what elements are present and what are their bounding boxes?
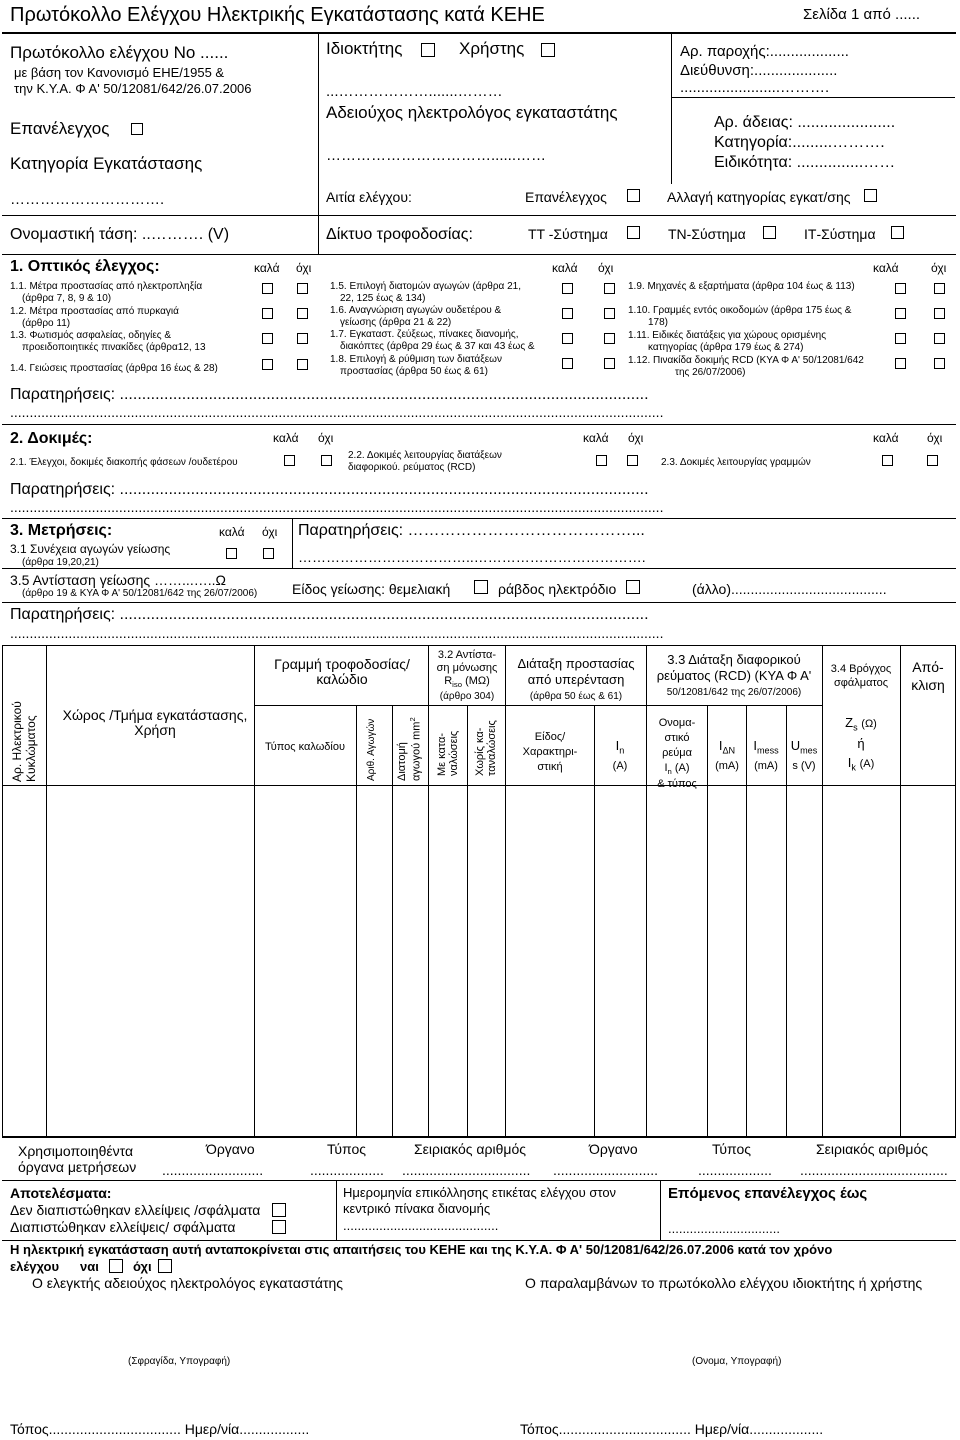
- table-col-line: [428, 645, 429, 1137]
- item-2-2-no-checkbox[interactable]: [627, 455, 638, 466]
- recheck-checkbox[interactable]: [131, 123, 143, 135]
- item-3-1-no-checkbox[interactable]: [263, 548, 274, 559]
- no-defects-checkbox[interactable]: [272, 1203, 286, 1217]
- deviation-header: Από- κλιση: [911, 659, 945, 694]
- reason-recheck: Επανέλεγχος: [525, 189, 607, 205]
- nominal-voltage: Ονομαστική τάση: ..………. (V): [10, 226, 230, 243]
- item-1-2-no-checkbox[interactable]: [297, 308, 308, 319]
- no-header: όχι: [927, 431, 943, 445]
- owner-dots: ...……………….......………: [326, 83, 503, 100]
- supply-line-header: Γραμμή τροφοδοσίας/ καλώδιο: [274, 656, 410, 688]
- with-consumers-header: Με κατα- ναλώσεις: [436, 730, 460, 776]
- no-header: όχι: [931, 261, 947, 275]
- instrument-2-value: ...........................: [553, 1162, 659, 1178]
- ground-resistance-ref: (άρθρο 19 & ΚΥΑ Φ Α' 50/12081/642 της 26/07/2006): [22, 588, 258, 599]
- item-1-7: 1.7. Εγκαταστ. ζεύξεως, πίνακες διανομής,: [330, 329, 519, 340]
- ground-rod-checkbox[interactable]: [626, 580, 640, 594]
- item-1-8: 1.8. Επιλογή & ρύθμιση των διατάξεων: [330, 354, 502, 365]
- divider: [671, 34, 672, 184]
- reason-change-checkbox[interactable]: [864, 189, 877, 202]
- table-col-line: [505, 645, 506, 1137]
- item-2-3: 2.3. Δοκιμές λειτουργίας γραμμών: [661, 457, 811, 468]
- type-1-value: ...................: [310, 1162, 384, 1178]
- no-header: όχι: [296, 261, 312, 275]
- divider: [2, 568, 956, 569]
- item-1-11-no-checkbox[interactable]: [934, 333, 945, 344]
- type-col: Τύπος: [712, 1141, 751, 1157]
- electrician-dots: ……………………………......……: [326, 147, 547, 164]
- reason-label: Αιτία ελέγχου:: [326, 189, 412, 205]
- tt-checkbox[interactable]: [627, 226, 640, 239]
- ground-other: (άλλο)........................................: [692, 581, 887, 597]
- circuit-number-header: Αρ. Ηλεκτρικού Κυκλώματος: [10, 701, 38, 782]
- instruments-label-1: Χρησιμοποιηθέντα: [18, 1143, 134, 1159]
- receiver-place-date: Τόπος.................................. Ημερ/νία...................: [520, 1421, 824, 1437]
- table-col-line: [900, 645, 901, 1137]
- ground-resistance: 3.5 Αντίσταση γείωσης ……...…..Ω: [10, 572, 226, 588]
- defects-checkbox[interactable]: [272, 1220, 286, 1234]
- reason-change: Αλλαγή κατηγορίας εγκατ/σης: [667, 189, 851, 205]
- good-header: καλά: [254, 261, 280, 275]
- compliance-yes-checkbox[interactable]: [109, 1259, 123, 1273]
- item-1-1: 1.1. Μέτρα προστασίας από ηλεκτροπληξία: [10, 281, 203, 292]
- label-date-line-1: Ημερομηνία επικόλλησης ετικέτας ελέγχου στον: [343, 1185, 617, 1200]
- item-2-1-no-checkbox[interactable]: [321, 455, 332, 466]
- item-1-7-good-checkbox[interactable]: [562, 333, 573, 344]
- license-number: Αρ. άδειας: ......................: [714, 114, 896, 131]
- divider: [318, 34, 319, 254]
- divider: [660, 1180, 661, 1240]
- compliance-statement: Η ηλεκτρική εγκατάσταση αυτή ανταποκρίνεται στις απαιτήσεις του ΚΕΗΕ και της Κ.Υ.Α. Φ Α' 50/12081/642/26.07.2006 κατά τον χρόνο: [10, 1242, 833, 1257]
- cable-type-header: Τύπος καλωδίου: [264, 741, 346, 753]
- tests-remarks-line: ........................................................................................................................................................................: [10, 499, 664, 515]
- item-3-1-ref: (άρθρα 19,20,21): [22, 557, 99, 568]
- item-1-10-no-checkbox[interactable]: [934, 308, 945, 319]
- no-header: όχι: [628, 431, 644, 445]
- conductors-header: Αριθ. Αγωγών: [366, 718, 377, 781]
- imess-header: $I_{mess}$ (mA): [753, 738, 779, 772]
- item-1-6-no-checkbox[interactable]: [604, 308, 615, 319]
- item-1-10-good-checkbox[interactable]: [895, 308, 906, 319]
- divider: [2, 254, 956, 255]
- item-2-2-ref: διαφορικού. ρεύματος (RCD): [348, 462, 476, 473]
- item-2-2: 2.2. Δοκιμές λειτουργίας διατάξεων: [348, 450, 502, 461]
- table-col-line: [467, 705, 468, 1137]
- item-1-5-no-checkbox[interactable]: [604, 283, 615, 294]
- tests-title: 2. Δοκιμές:: [10, 430, 93, 447]
- it-checkbox[interactable]: [891, 226, 904, 239]
- item-1-7-ref: διακόπτες (άρθρα 29 έως & 37 και 43 έως &: [340, 341, 535, 352]
- item-1-5-good-checkbox[interactable]: [562, 283, 573, 294]
- divider: [292, 518, 293, 568]
- overcurrent-header: Διάταξη προστασίας από υπερένταση (άρθρα 50 έως & 61): [517, 656, 635, 703]
- visual-remarks-line: ........................................................................................................................................................................: [10, 404, 664, 420]
- tn-checkbox[interactable]: [763, 226, 776, 239]
- good-header: καλά: [873, 431, 899, 445]
- item-1-8-ref: προστασίας (άρθρα 50 έως & 61): [340, 366, 488, 377]
- recheck-label: Επανέλεγχος: [10, 119, 110, 138]
- electrician-label: Αδειούχος ηλεκτρολόγος εγκαταστάτης: [326, 103, 618, 122]
- item-1-8-no-checkbox[interactable]: [604, 358, 615, 369]
- table-subheader-line: [428, 705, 505, 706]
- user-label: Χρήστης: [459, 39, 525, 58]
- category-label: Κατηγορία Εγκατάστασης: [10, 154, 203, 173]
- divider: [671, 97, 955, 98]
- results-title: Αποτελέσματα:: [10, 1185, 112, 1201]
- divider: [2, 215, 956, 216]
- item-1-3: 1.3. Φωτισμός ασφαλείας, οδηγίες &: [10, 330, 172, 341]
- loop-header: 3.4 Βρόγχος σφάλματος: [830, 663, 892, 690]
- insulation-header: 3.2 Αντίστα- ση μόνωσης $R_{iso}$ (ΜΩ) (άρθρο 304): [436, 649, 498, 702]
- next-recheck-dots: ...............................: [668, 1221, 780, 1236]
- item-1-3-good-checkbox[interactable]: [262, 333, 273, 344]
- table-col-line: [46, 645, 47, 1137]
- instrument-1-value: ..........................: [162, 1162, 264, 1178]
- item-1-5-ref: 22, 125 έως & 134): [340, 293, 426, 304]
- instrument-col: Όργανο: [206, 1141, 255, 1157]
- item-1-11-ref: κατηγορίας (άρθρα 179 έως & 274): [648, 342, 804, 353]
- good-header: καλά: [583, 431, 609, 445]
- item-2-3-no-checkbox[interactable]: [927, 455, 938, 466]
- item-1-7-no-checkbox[interactable]: [604, 333, 615, 344]
- type-2-value: ...................: [698, 1162, 772, 1178]
- divider: [336, 1180, 337, 1240]
- item-1-2: 1.2. Μέτρα προστασίας από πυρκαγιά: [10, 306, 179, 317]
- table-col-line: [594, 705, 595, 1137]
- page-title: Πρωτόκολλο Ελέγχου Ηλεκτρικής Εγκατάστασης κατά ΚΕΗΕ: [10, 4, 545, 26]
- tt-label: ΤΤ -Σύστημα: [528, 226, 608, 242]
- item-1-2-good-checkbox[interactable]: [262, 308, 273, 319]
- category-dots: ………………………….: [10, 191, 165, 208]
- item-1-12-good-checkbox[interactable]: [895, 358, 906, 369]
- address: Διεύθυνση:....................: [680, 62, 838, 79]
- tests-remarks: Παρατηρήσεις: .......................................................................................................................: [10, 481, 649, 498]
- table-subheader-line: [254, 705, 428, 706]
- address-dots: ........................……….: [680, 79, 830, 96]
- measurements-title: 3. Μετρήσεις:: [10, 522, 113, 539]
- item-1-1-ref: (άρθρα 7, 8, 9 & 10): [22, 293, 112, 304]
- item-1-4-no-checkbox[interactable]: [297, 359, 308, 370]
- item-1-4-good-checkbox[interactable]: [262, 359, 273, 370]
- receiver-signature-note: (Ονομα, Υπογραφή): [692, 1356, 782, 1367]
- header-rule: [2, 32, 956, 34]
- table-subheader-line: [505, 705, 646, 706]
- good-header: καλά: [552, 261, 578, 275]
- item-3-1-good-checkbox[interactable]: [226, 548, 237, 559]
- protocol-number: Πρωτόκολλο ελέγχου Νο ......: [10, 43, 229, 62]
- no-defects-label: Δεν διαπιστώθηκαν ελλείψεις /σφάλματα: [10, 1202, 261, 1218]
- umes-header: $U_{mes}$ s (V): [790, 738, 818, 772]
- no-header: όχι: [598, 261, 614, 275]
- item-1-2-ref: (άρθρο 11): [22, 318, 71, 329]
- reason-recheck-checkbox[interactable]: [627, 189, 640, 202]
- table-col-line: [392, 705, 393, 1137]
- no-label: όχι: [133, 1259, 152, 1274]
- divider: [2, 424, 956, 425]
- next-recheck-label: Επόμενος επανέλεγχος έως: [668, 1185, 868, 1202]
- item-2-1-good-checkbox[interactable]: [284, 455, 295, 466]
- check-label: ελέγχου: [10, 1259, 60, 1274]
- instruments-label-2: όργανα μετρήσεων: [18, 1159, 137, 1175]
- kind-header: Είδος/ Χαρακτηρι- στική: [522, 731, 578, 773]
- visual-check-title: 1. Οπτικός έλεγχος:: [10, 258, 160, 275]
- owner-label: Ιδιοκτήτης: [326, 39, 403, 58]
- protocol-basis-2: την Κ.Υ.Α. Φ Α' 50/12081/642/26.07.2006: [14, 81, 252, 96]
- without-consumers-header: Χωρίς κα- ταναλώσεις: [474, 720, 498, 776]
- page-number: Σελίδα 1 από ......: [803, 6, 921, 23]
- item-1-10-ref: 178): [648, 317, 669, 328]
- good-header: καλά: [273, 431, 299, 445]
- inspector-stamp-note: (Σφραγίδα, Υπογραφή): [128, 1356, 231, 1367]
- specialty: Ειδικότητα: ...............……: [714, 154, 896, 171]
- label-date-line-2: κεντρικό πίνακα διανομής: [343, 1201, 491, 1216]
- table-header-bottom: [2, 785, 956, 786]
- item-1-6-good-checkbox[interactable]: [562, 308, 573, 319]
- divider: [2, 602, 956, 603]
- measurements-remarks-line-2: ........................................................................................................................................................................: [10, 625, 664, 641]
- ground-rod: ράβδος ηλεκτρόδιο: [498, 581, 617, 597]
- divider: [2, 1240, 956, 1241]
- measurements-remarks-line: ………………………………..……………………………….: [298, 549, 646, 565]
- item-1-12-ref: της 26/07/2006): [675, 367, 746, 378]
- item-1-9: 1.9. Μηχανές & εξαρτήματα (άρθρα 104 έως & 113): [628, 281, 855, 292]
- item-1-8-good-checkbox[interactable]: [562, 358, 573, 369]
- table-col-line: [646, 645, 647, 1137]
- in-header: $I_n$ (A): [612, 738, 628, 772]
- protocol-basis-1: με βάση τον Κανονισμό ΕΗΕ/1955 &: [14, 65, 225, 80]
- table-col-line: [356, 705, 357, 1137]
- serial-col: Σειριακός αριθμός: [414, 1141, 526, 1157]
- item-2-2-good-checkbox[interactable]: [596, 455, 607, 466]
- idn-header: $I_{\Delta N}$ (mA): [715, 738, 739, 772]
- measurements-remarks-2: Παρατηρήσεις: .......................................................................................................................: [10, 606, 649, 623]
- item-1-3-ref: προειδοποιητικές πινακίδες (άρθρα12, 13: [22, 342, 206, 353]
- space-header: Χώρος /Τμήμα εγκατάστασης, Χρήση: [62, 707, 248, 739]
- item-2-3-good-checkbox[interactable]: [882, 455, 893, 466]
- item-2-1: 2.1. Έλεγχοι, δοκιμές διακοπής φάσεων /ουδετέρου: [10, 457, 238, 468]
- no-header: όχι: [318, 431, 334, 445]
- serial-col: Σειριακός αριθμός: [816, 1141, 928, 1157]
- tn-label: ΤΝ-Σύστημα: [668, 226, 746, 242]
- item-1-5: 1.5. Επιλογή διατομών αγωγών (άρθρα 21,: [330, 281, 521, 292]
- receiver-label: Ο παραλαμβάνων το πρωτόκολλο ελέγχου ιδιοκτήτης ή χρήστης: [525, 1275, 923, 1291]
- measurements-remarks: Παρατηρήσεις: ……………………………………...: [298, 522, 645, 539]
- item-1-10: 1.10. Γραμμές εντός οικοδομών (άρθρα 175 έως &: [628, 305, 852, 316]
- type-col: Τύπος: [327, 1141, 366, 1157]
- table-col-line: [822, 645, 823, 1137]
- compliance-no-checkbox[interactable]: [158, 1259, 172, 1273]
- item-1-12-no-checkbox[interactable]: [934, 358, 945, 369]
- supply-number: Αρ. παροχής:...................: [680, 43, 849, 60]
- item-1-9-good-checkbox[interactable]: [895, 283, 906, 294]
- item-1-12: 1.12. Πινακίδα δοκιμής RCD (ΚΥΑ Φ Α' 50/12081/642: [628, 355, 864, 366]
- inspector-place-date: Τόπος.................................. Ημερ/νία..................: [10, 1421, 310, 1437]
- divider: [2, 518, 956, 519]
- owner-checkbox[interactable]: [421, 43, 435, 57]
- inspector-label: Ο ελεγκτής αδειούχος ηλεκτρολόγος εγκαταστάτης: [32, 1275, 344, 1291]
- zs-header: $Z_s$ (Ω) ή $I_k$ (A): [845, 715, 877, 773]
- item-1-9-no-checkbox[interactable]: [934, 283, 945, 294]
- license-category: Κατηγορία:.........……….: [714, 134, 885, 151]
- user-checkbox[interactable]: [541, 43, 555, 57]
- serial-1-value: .................................: [402, 1162, 531, 1178]
- item-3-1: 3.1 Συνέχεια αγωγών γείωσης: [10, 542, 171, 556]
- item-1-11: 1.11. Ειδικές διατάξεις για χώρους ορισμένης: [628, 330, 827, 341]
- ground-foundation-checkbox[interactable]: [474, 580, 488, 594]
- item-1-11-good-checkbox[interactable]: [895, 333, 906, 344]
- item-1-1-no-checkbox[interactable]: [297, 283, 308, 294]
- rated-current-header: Ονομα- στικό ρεύμα $I_n$ (A) & τύπος: [657, 717, 697, 791]
- label-date-dots: ...........................................: [343, 1218, 499, 1233]
- divider: [2, 1180, 956, 1181]
- network-label: Δίκτυο τροφοδοσίας:: [326, 226, 473, 243]
- item-1-6-ref: γείωσης (άρθρα 21 & 22): [340, 317, 452, 328]
- item-1-4: 1.4. Γειώσεις προστασίας (άρθρα 16 έως & 28): [10, 363, 218, 374]
- table-subheader-line: [646, 705, 822, 706]
- item-1-6: 1.6. Αναγνώριση αγωγών ουδετέρου &: [330, 305, 502, 316]
- visual-remarks: Παρατηρήσεις: .......................................................................................................................: [10, 386, 649, 403]
- table-col-line: [254, 645, 255, 1137]
- good-header: καλά: [873, 261, 899, 275]
- instrument-col: Όργανο: [589, 1141, 638, 1157]
- defects-label: Διαπιστώθηκαν ελλείψεις/ σφάλματα: [10, 1219, 236, 1235]
- divider: [2, 1137, 956, 1138]
- rcd-header: 3.3 Διάταξη διαφορικού ρεύματος (RCD) (ΚΥΑ Φ Α' 50/12081/642 της 26/07/2006): [656, 652, 812, 699]
- item-1-3-no-checkbox[interactable]: [297, 333, 308, 344]
- section-header: Διατομή αγωγού $mm^2$: [396, 717, 423, 781]
- ground-type: Είδος γείωσης: θεμελιακή: [292, 581, 451, 597]
- item-1-1-good-checkbox[interactable]: [262, 283, 273, 294]
- serial-2-value: ......................................: [800, 1162, 948, 1178]
- yes-label: ναι: [80, 1259, 99, 1274]
- it-label: ΙΤ-Σύστημα: [804, 226, 876, 242]
- good-header: καλά: [219, 525, 245, 539]
- no-header: όχι: [262, 525, 278, 539]
